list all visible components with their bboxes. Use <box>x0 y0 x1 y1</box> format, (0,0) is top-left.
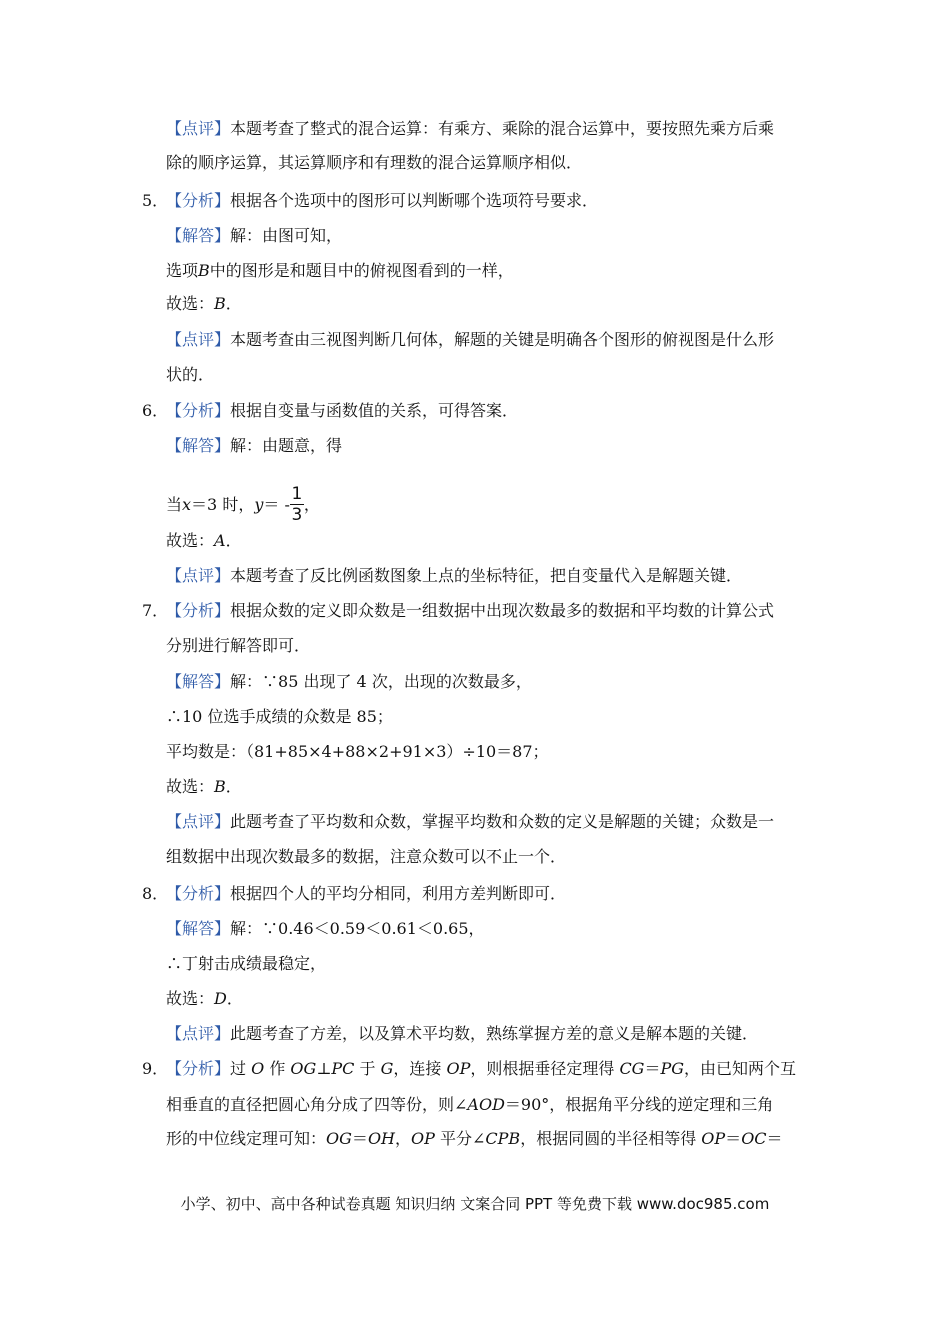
math-variable: CG <box>619 1059 645 1078</box>
math-variable: PG <box>660 1059 685 1078</box>
text-line <box>166 1094 816 1116</box>
text-line <box>166 918 816 940</box>
text-line <box>166 776 816 798</box>
line-text: 根据四个人的平均分相同，利用方差判断即可． <box>230 884 567 903</box>
text-line <box>166 293 816 315</box>
text-line <box>166 671 816 693</box>
page-footer: 小学、初中、高中各种试卷真题 知识归纳 文案合同 PPT 等免费下载 www.doc985.com <box>180 1195 770 1213</box>
line-text: ∴10 位选手成绩的众数是 85； <box>166 707 393 726</box>
line-text: ＝ <box>766 1129 783 1148</box>
math-variable: B <box>214 777 226 796</box>
question-line <box>166 400 816 422</box>
question-line <box>166 1058 816 1080</box>
line-text: 中的图形是和题目中的俯视图看到的一样， <box>209 261 514 280</box>
line-text: ＝90°，根据角平分线的逆定理和三角 <box>504 1095 774 1114</box>
line-text: 解：由题意，得 <box>230 436 343 455</box>
line-text: 故选： <box>166 989 215 1008</box>
line-text: 根据自变量与函数值的关系，可得答案． <box>230 401 519 420</box>
line-text: ． <box>225 294 242 313</box>
text-line <box>166 635 816 657</box>
text-line <box>166 1023 816 1045</box>
math-variable: OG <box>326 1129 352 1148</box>
line-text: 故选： <box>166 777 215 796</box>
question-line <box>166 883 816 905</box>
text-line <box>166 364 816 386</box>
math-variable: OH <box>367 1129 396 1148</box>
line-text: 本题考查由三视图判断几何体，解题的关键是明确各个图形的俯视图是什么形 <box>230 330 775 349</box>
line-text: 故选： <box>166 531 215 550</box>
line-text: ＝ <box>351 1129 368 1148</box>
line-text: 平均数是：（81+85×4+88×2+91×3）÷10＝87； <box>166 742 549 761</box>
question-line <box>166 600 816 622</box>
line-text: ⊥ <box>316 1059 332 1078</box>
math-variable: OG <box>290 1059 317 1078</box>
section-tag-comment: 【点评】 <box>166 812 231 831</box>
text-line <box>166 435 816 457</box>
line-text: 除的顺序运算，其运算顺序和有理数的混合运算顺序相似． <box>166 153 583 172</box>
line-text: 根据众数的定义即众数是一组数据中出现次数最多的数据和平均数的计算公式 <box>230 601 775 620</box>
section-tag-comment: 【点评】 <box>166 330 231 349</box>
question-number: 8． <box>142 884 169 903</box>
line-text: ＝ <box>644 1059 661 1078</box>
line-text: 本题考查了整式的混合运算：有乘方、乘除的混合运算中，要按照先乘方后乘 <box>230 119 775 138</box>
text-line <box>166 482 816 529</box>
section-tag-solution: 【解答】 <box>166 672 231 691</box>
fraction-numerator: 1 <box>291 483 303 504</box>
text-line <box>166 225 816 247</box>
text-line <box>166 530 816 552</box>
line-text: 此题考查了平均数和众数，掌握平均数和众数的定义是解题的关键；众数是一 <box>230 812 775 831</box>
text-line <box>166 565 816 587</box>
line-text: ＝ <box>725 1129 742 1148</box>
section-tag-solution: 【解答】 <box>166 436 231 455</box>
math-variable: AOD <box>467 1095 505 1114</box>
text-line <box>166 118 816 140</box>
line-text: ． <box>226 989 243 1008</box>
line-text: ＝ - <box>263 495 290 514</box>
section-tag-analysis: 【分析】 <box>166 191 231 210</box>
math-variable: x <box>182 495 192 514</box>
fraction-body <box>290 485 304 524</box>
text-line <box>166 988 816 1010</box>
line-text: 作 <box>264 1059 291 1078</box>
line-text: 解：∵85 出现了 4 次，出现的次数最多， <box>230 672 532 691</box>
section-tag-analysis: 【分析】 <box>166 1059 231 1078</box>
section-tag-analysis: 【分析】 <box>166 884 231 903</box>
math-variable: y <box>254 495 264 514</box>
section-tag-analysis: 【分析】 <box>166 601 231 620</box>
line-text: ， <box>303 495 320 514</box>
fraction <box>290 481 304 527</box>
math-variable: PC <box>331 1059 355 1078</box>
text-line <box>166 953 816 975</box>
question-number: 9． <box>142 1059 169 1078</box>
line-text: ，由已知两个互 <box>684 1059 797 1078</box>
line-text: 于 <box>354 1059 381 1078</box>
math-variable: A <box>214 531 226 550</box>
math-variable: OP <box>701 1129 726 1148</box>
line-text: 解：由图可知， <box>230 226 343 245</box>
math-variable: OP <box>411 1129 435 1148</box>
section-tag-solution: 【解答】 <box>166 226 231 245</box>
line-text: ． <box>225 531 242 550</box>
line-text: 过 <box>230 1059 252 1078</box>
question-number: 7． <box>142 601 169 620</box>
text-line <box>166 329 816 351</box>
math-variable: D <box>214 989 227 1008</box>
section-tag-comment: 【点评】 <box>166 119 231 138</box>
question-number: 6． <box>142 401 169 420</box>
text-line <box>166 260 816 282</box>
line-text: ＝3 时， <box>191 495 255 514</box>
text-line <box>166 846 816 868</box>
text-line <box>166 811 816 833</box>
math-variable: OC <box>741 1129 767 1148</box>
line-text: 当 <box>166 495 183 514</box>
line-text: 解：∵0.46＜0.59＜0.61＜0.65， <box>230 919 485 938</box>
line-text: 根据各个选项中的图形可以判断哪个选项符号要求． <box>230 191 599 210</box>
question-line <box>166 190 816 212</box>
line-text: 组数据中出现次数最多的数据，注意众数可以不止一个． <box>166 847 567 866</box>
line-text: ∴丁射击成绩最稳定， <box>166 954 327 973</box>
text-line <box>166 152 816 174</box>
text-line <box>166 741 816 763</box>
section-tag-analysis: 【分析】 <box>166 401 231 420</box>
line-text: 此题考查了方差，以及算术平均数，熟练掌握方差的意义是解本题的关键． <box>230 1024 759 1043</box>
math-variable: B <box>214 294 226 313</box>
line-text: 相垂直的直径把圆心角分成了四等份，则∠ <box>166 1095 468 1114</box>
line-text: ，根据同圆的半径相等得 <box>520 1129 702 1148</box>
line-text: 选项 <box>166 261 199 280</box>
line-text: ，则根据垂径定理得 <box>470 1059 620 1078</box>
line-text: 分别进行解答即可． <box>166 636 311 655</box>
section-tag-comment: 【点评】 <box>166 1024 231 1043</box>
line-text: 形的中位线定理可知： <box>166 1129 327 1148</box>
math-variable: G <box>380 1059 394 1078</box>
line-text: 平分∠ <box>434 1129 486 1148</box>
line-text: 状的． <box>166 365 215 384</box>
section-tag-solution: 【解答】 <box>166 919 231 938</box>
math-variable: O <box>251 1059 265 1078</box>
text-line <box>166 1128 816 1150</box>
fraction-denominator: 3 <box>291 504 303 525</box>
line-text: 故选： <box>166 294 215 313</box>
text-line <box>166 706 816 728</box>
section-tag-comment: 【点评】 <box>166 566 231 585</box>
math-variable: B <box>198 261 210 280</box>
line-text: ． <box>225 777 242 796</box>
math-variable: OP <box>446 1059 471 1078</box>
line-text: 本题考查了反比例函数图象上点的坐标特征，把自变量代入是解题关键． <box>230 566 743 585</box>
line-text: ，连接 <box>393 1059 447 1078</box>
question-number: 5． <box>142 191 169 210</box>
math-variable: CPB <box>485 1129 521 1148</box>
line-text: ， <box>395 1129 412 1148</box>
